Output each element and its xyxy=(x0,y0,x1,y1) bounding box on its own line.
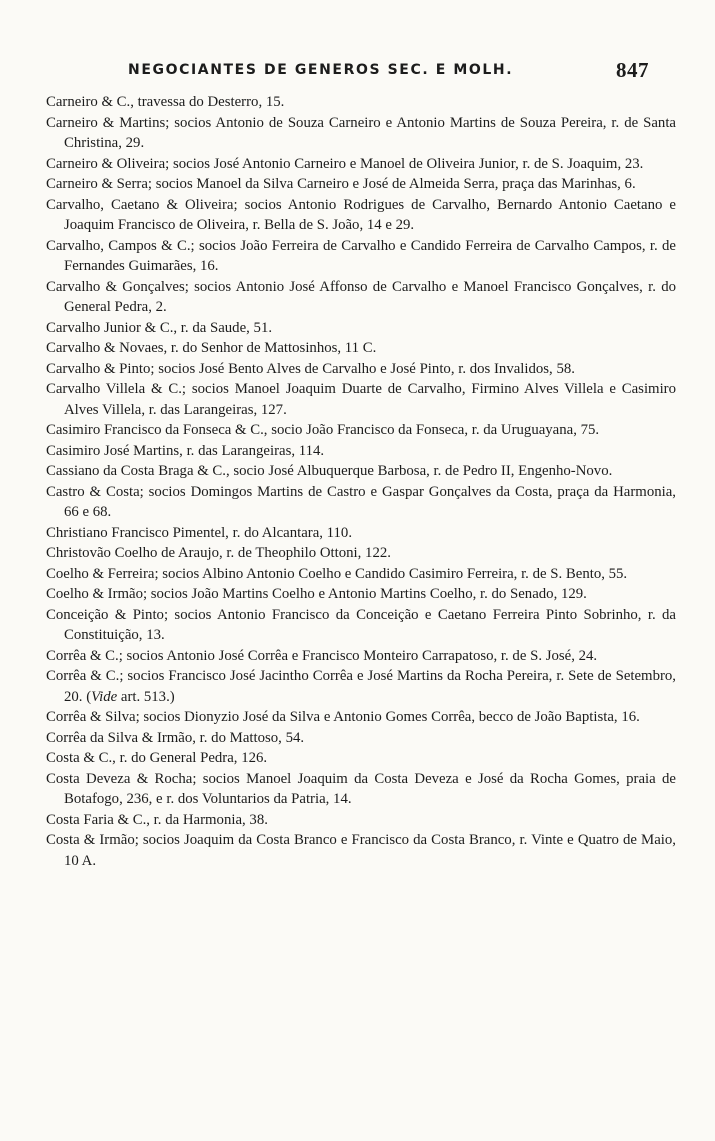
list-item: Corrêa & Silva; socios Dionyzio José da Silva e Antonio Gomes Corrêa, becco de João Baptista, 16. xyxy=(46,709,640,725)
list-item: Carvalho, Caetano & Oliveira; socios Antonio Rodrigues de Carvalho, Bernardo Antonio Caetano e Joaquim Francisco de Oliveira, r. Bella de S. João, 14 e 29. xyxy=(46,196,676,233)
list-item: Costa & C., r. do General Pedra, 126. xyxy=(46,750,268,766)
list-item: Carneiro & Serra; socios Manoel da Silva Carneiro e José de Almeida Serra, praça das Marinhas, 6. xyxy=(46,176,636,192)
vide-label: Vide xyxy=(91,688,118,705)
entry-list xyxy=(46,92,676,871)
list-item: Castro & Costa; socios Domingos Martins de Castro e Gaspar Gonçalves da Costa, praça da Harmonia, 66 e 68. xyxy=(46,483,676,520)
list-item: Cassiano da Costa Braga & C., socio José Albuquerque Barbosa, r. de Pedro II, Engenho-Novo. xyxy=(46,463,613,479)
entry-text: Corrêa & C.; socios Francisco José Jacintho Corrêa e José Martins da Rocha Pereira, r. Sete de Setembro, 20. xyxy=(46,668,676,705)
list-item: Carneiro & C., travessa do Desterro, 15. xyxy=(46,94,285,110)
list-item: Costa Faria & C., r. da Harmonia, 38. xyxy=(46,811,268,828)
list-item: Carvalho & Gonçalves; socios Antonio José Affonso de Carvalho e Manoel Francisco Gonçalves, r. do General Pedra, 2. xyxy=(46,278,676,315)
page-header xyxy=(0,58,715,88)
list-item: Carneiro & Martins; socios Antonio de Souza Carneiro e Antonio Martins de Souza Pereira, r. de Santa Christina, 29. xyxy=(46,114,676,151)
list-item: Christovão Coelho de Araujo, r. de Theophilo Ottoni, 122. xyxy=(46,545,391,561)
list-item: Christiano Francisco Pimentel, r. do Alcantara, 110. xyxy=(46,524,353,541)
reference-open: ( xyxy=(82,688,92,705)
list-item: Corrêa da Silva & Irmão, r. do Mattoso, 54. xyxy=(46,729,305,746)
list-item: Casimiro Francisco da Fonseca & C., socio João Francisco da Fonseca, r. da Uruguayana, 75. xyxy=(46,422,600,438)
list-item: Corrêa & C.; socios Antonio José Corrêa e Francisco Monteiro Carrapatoso, r. de S. José, 24. xyxy=(46,647,598,664)
list-item: Casimiro José Martins, r. das Larangeiras, 114. xyxy=(46,442,325,459)
page-number: 847 xyxy=(616,58,649,82)
list-item: Carvalho, Campos & C.; socios João Ferreira de Carvalho e Candido Ferreira de Carvalho Campos, r. de Fernandes Guimarães, 16. xyxy=(46,237,676,274)
list-item: Carvalho Villela & C.; socios Manoel Joaquim Duarte de Carvalho, Firmino Alves Villela e Casimiro Alves Villela, r. das Larangeiras, 127. xyxy=(46,381,676,418)
list-item-with-reference xyxy=(46,666,676,707)
list-item: Costa & Irmão; socios Joaquim da Costa Branco e Francisco da Costa Branco, r. Vinte e Quatro de Maio, 10 A. xyxy=(46,832,676,869)
list-item: Coelho & Ferreira; socios Albino Antonio Coelho e Candido Casimiro Ferreira, r. de S. Bento, 55. xyxy=(46,565,628,582)
reference-article: art. 513.) xyxy=(117,688,175,705)
list-item: Conceição & Pinto; socios Antonio Francisco da Conceição e Caetano Ferreira Pinto Sobrinho, r. da Constituição, 13. xyxy=(46,606,676,643)
list-item: Carvalho & Novaes, r. do Senhor de Mattosinhos, 11 C. xyxy=(46,340,377,356)
list-item: Coelho & Irmão; socios João Martins Coelho e Antonio Martins Coelho, r. do Senado, 129. xyxy=(46,586,587,602)
list-item: Carvalho & Pinto; socios José Bento Alves de Carvalho e José Pinto, r. dos Invalidos, 58. xyxy=(46,360,575,377)
list-item: Carvalho Junior & C., r. da Saude, 51. xyxy=(46,319,273,336)
list-item: Costa Deveza & Rocha; socios Manoel Joaquim da Costa Deveza e José da Rocha Gomes, praia de Botafogo, 236, e r. dos Voluntarios da Patria, 14. xyxy=(46,770,676,807)
running-title: NEGOCIANTES DE GENEROS SEC. E MOLH. xyxy=(128,62,514,78)
list-item: Carneiro & Oliveira; socios José Antonio Carneiro e Manoel de Oliveira Junior, r. de S. Joaquim, 23. xyxy=(46,155,644,172)
